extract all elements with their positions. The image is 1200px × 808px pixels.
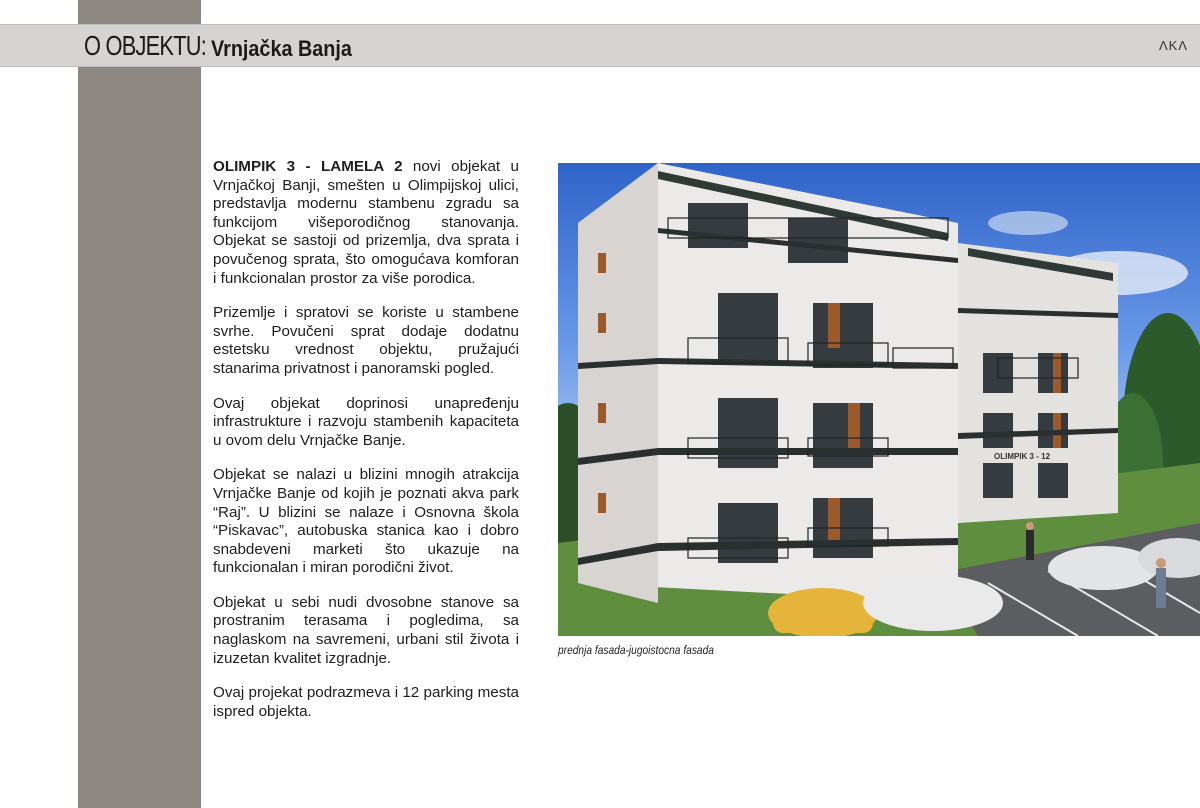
description-column — [213, 158, 519, 737]
section-label: O OBJEKTU: — [84, 30, 207, 61]
paragraph-location: Objekat se nalazi u blizini mnogih atrakcija Vrnjačke Banje od kojih je poznati akva park “Raj”. U blizini se nalaze i Osnovna škola “Piskavac”, autobuska stanica kao i dobro snabdeveni marketi što ukazuje na funkcionalan i miran porodični život. — [213, 466, 519, 577]
building-sign: OLIMPIK 3 - 12 — [994, 452, 1051, 461]
side-accent-bar — [78, 0, 201, 808]
project-name: OLIMPIK 3 - LAMELA 2 — [213, 158, 403, 175]
brand-logo: ΛKΛ — [1158, 38, 1188, 53]
page-title: Vrnjačka Banja — [211, 36, 352, 61]
paragraph-infrastructure: Ovaj objekat doprinosi unapređenju infrastrukture i razvoju stambenih kapaciteta u ovom delu Vrnjačke Banje. — [213, 394, 519, 449]
building-render-illustration — [558, 163, 1200, 636]
paragraph-apartments: Objekat u sebi nudi dvosobne stanove sa prostranim terasama i pogledima, sa naglaskom na savremeni, urbani stil života i izuzetan kvalitet izgradnje. — [213, 593, 519, 667]
paragraph-parking: Ovaj projekat podrazmeva i 12 parking mesta ispred objekta. — [213, 684, 519, 720]
figure-caption: prednja fasada-jugoistocna fasada — [558, 643, 714, 657]
paragraph-intro — [213, 158, 519, 288]
intro-text: novi objekat u Vrnjačkoj Banji, smešten u Olimpijskoj ulici, predstavlja modernu stambenu zgradu sa funkcijom višeporodičnog stanovanja. Objekat se sastoji od prizemlja, dva sprata i povučenog sprata, što omogućava komforan i funkcionalan prostor za više porodica. — [213, 158, 519, 287]
paragraph-floors: Prizemlje i spratovi se koriste u stambene svrhe. Povučeni sprat dodaje dodatnu estetsku vrednost objektu, pružajući stanarima privatnost i panoramski pogled. — [213, 304, 519, 377]
building-render — [558, 163, 1200, 636]
